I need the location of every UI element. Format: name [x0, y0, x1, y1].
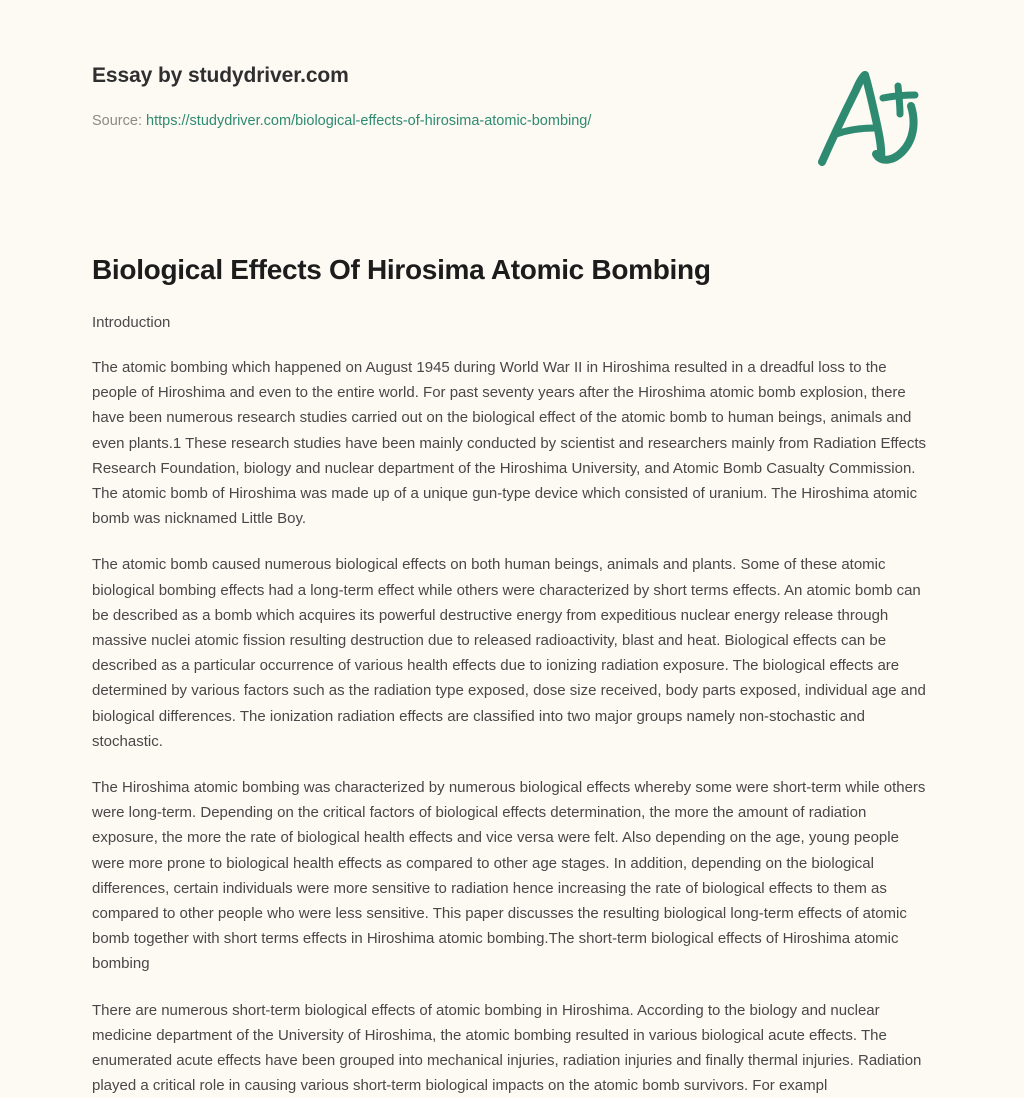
document-body [92, 252, 932, 1098]
paragraph-4: There are numerous short-term biological effects of atomic bombing in Hiroshima. According to the biology and nuclear medicine department of the University of Hiroshima, the atomic bombing resulted in various biological acute effects. The enumerated acute effects have been grouped into mechanical injuries, radiation injuries and finally thermal injuries. Radiation played a critical role in causing various short-term biological impacts on the atomic bomb survivors. For exampl [92, 1001, 922, 1095]
source-url-link[interactable]: https://studydriver.com/biological-effects-of-hirosima-atomic-bombing/ [146, 113, 592, 129]
paragraph-3: The Hiroshima atomic bombing was characterized by numerous biological effects whereby some were short-term while others were long-term. Depending on the critical factors of biological effects determination, the more the amount of radiation exposure, the more the rate of biological health effects and vice versa were felt. Also depending on the age, young people were more prone to biological health effects as compared to other age stages. In addition, depending on the biological differences, certain individuals were more sensitive to radiation hence increasing the rate of biological effects to them as compared to other people who were less sensitive. This paper discusses the resulting biological long-term effects of atomic bomb together with short terms effects in Hiroshima atomic bombing.The short-term biological effects of Hiroshima atomic bombing [92, 779, 926, 973]
paragraph-1: The atomic bombing which happened on August 1945 during World War II in Hiroshima resulted in a dreadful loss to the people of Hiroshima and even to the entire world. For past seventy years after the Hiroshima atomic bomb explosion, there have been numerous research studies carried out on the biological effect of the atomic bomb to human beings, animals and even plants.1 These research studies have been mainly conducted by scientist and researchers mainly from Radiation Effects Research Foundation, biology and nuclear department of the Hiroshima University, and Atomic Bomb Casualty Commission. The atomic bomb of Hiroshima was made up of a unique gun-type device which consisted of uranium. The Hiroshima atomic bomb was nicknamed Little Boy. [92, 359, 927, 528]
a-plus-logo [810, 62, 940, 172]
page-header [92, 62, 932, 131]
source-label: Source: [92, 113, 142, 129]
paragraph-2: The atomic bomb caused numerous biological effects on both human beings, animals and plants. Some of these atomic biological bombing effects had a long-term effect while others were characterized by short terms effects. An atomic bomb can be described as a bomb which acquires its powerful destructive energy from expeditious nuclear energy release through massive nuclei atomic fission resulting destruction due to released radioactivity, blast and heat. Biological effects can be described as a particular occurrence of various health effects due to ionizing radiation exposure. The biological effects are determined by various factors such as the radiation type exposed, dose size received, body parts exposed, individual age and biological differences. The ionization radiation effects are classified into two major groups namely non-stochastic and stochastic. [92, 556, 926, 750]
source-line [92, 111, 932, 131]
section-label-introduction: Introduction [92, 314, 171, 331]
page-title: Biological Effects Of Hirosima Atomic Bombing [92, 254, 711, 285]
essay-by-heading: Essay by studydriver.com [92, 64, 349, 87]
